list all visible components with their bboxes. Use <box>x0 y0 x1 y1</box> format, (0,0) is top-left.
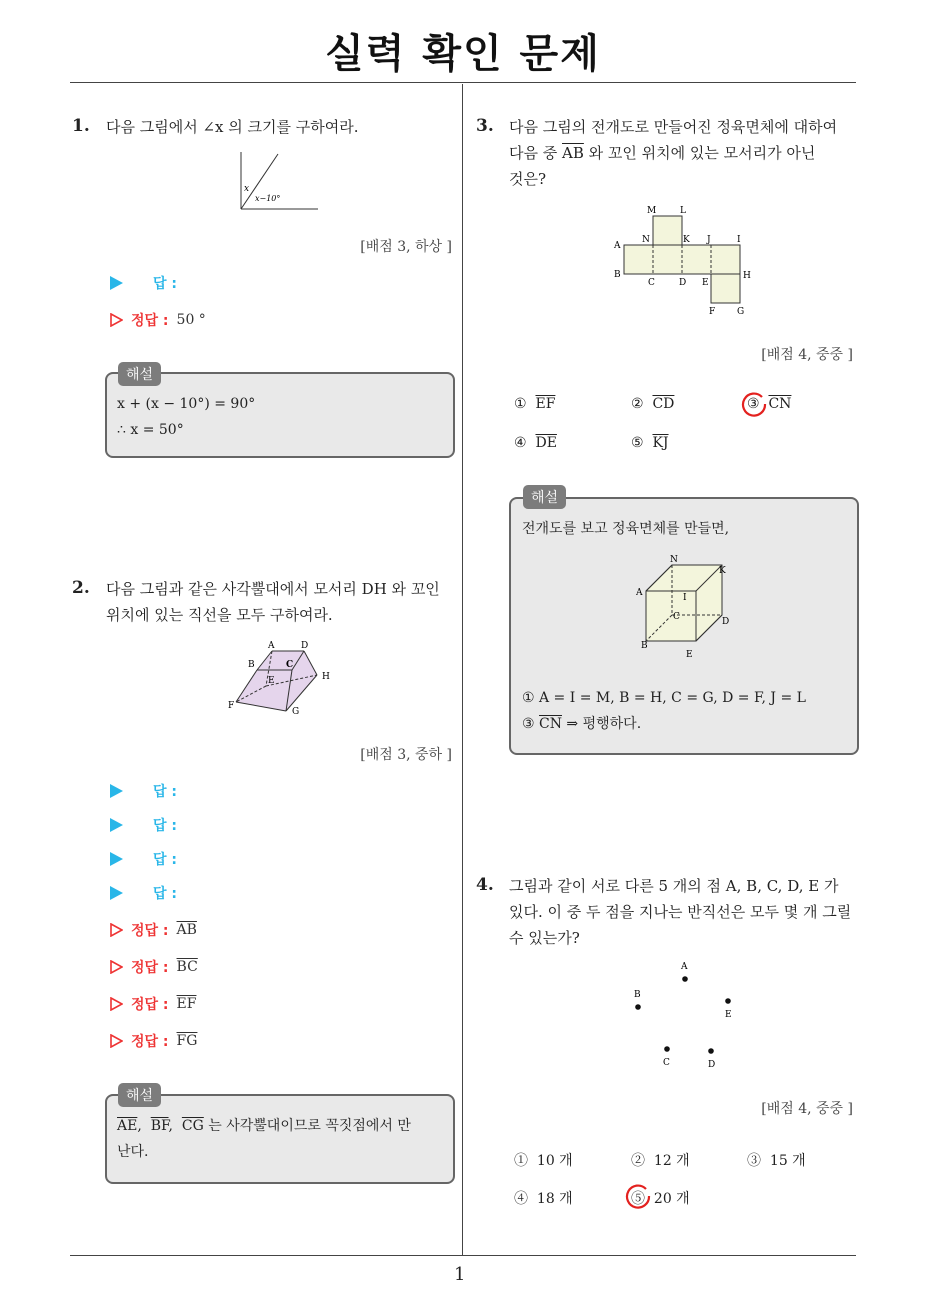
angle-expr-label: x−10° <box>255 194 281 203</box>
choice-value: $\overline{EF}$ <box>535 396 556 412</box>
bottom-rule <box>70 1255 856 1256</box>
net-label: E <box>702 278 709 288</box>
point-label: E <box>725 1010 732 1020</box>
correct-arrow-icon <box>110 997 123 1011</box>
cube-label: E <box>686 650 693 660</box>
choice-mark: ② <box>631 1153 645 1169</box>
segment-cn: $\overline{CN}$ <box>539 716 562 732</box>
correct-label: 정답 : <box>131 960 169 976</box>
q4-choice-4[interactable] <box>514 1188 573 1208</box>
answer-arrow-icon <box>110 784 123 798</box>
q2-explanation-box <box>105 1094 455 1184</box>
q1-explanation-line: ∴ x = 50° <box>117 422 184 438</box>
q4-text-line: 있다. 이 중 두 점을 지나는 반직선은 모두 몇 개 그릴 <box>509 903 852 921</box>
q2-text-line: 다음 그림과 같은 사각뿔대에서 모서리 DH 와 꼬인 <box>106 580 440 598</box>
segment-ab: $\overline{AB}$ <box>562 144 584 162</box>
choice-mark: ⑤ <box>631 1191 645 1207</box>
choice-value: 18 개 <box>536 1191 573 1207</box>
cube-label: K <box>719 566 726 576</box>
choice-mark: ④ <box>514 435 527 451</box>
answer-arrow-icon <box>110 852 123 866</box>
text-segment: 다음 중 <box>509 144 563 162</box>
choice-value: $\overline{CN}$ <box>768 396 792 412</box>
correct-label: 정답 : <box>131 1034 169 1050</box>
correct-label: 정답 : <box>131 923 169 939</box>
q3-text-line: 다음 그림의 전개도로 만들어진 정육면체에 대하여 <box>509 118 838 136</box>
q1-explanation-line: x + (x − 10°) = 90° <box>117 396 256 412</box>
vertex-label: A <box>268 641 275 651</box>
page-number: 1 <box>454 1264 466 1285</box>
vertex-label: F <box>228 701 235 711</box>
choice-mark: ② <box>631 396 644 412</box>
net-label: L <box>680 206 686 216</box>
q3-cube-net-figure <box>610 202 762 318</box>
net-label: M <box>647 206 657 216</box>
q4-number: 4. <box>476 875 494 895</box>
point-label: D <box>708 1060 716 1070</box>
q1-number: 1. <box>72 116 90 136</box>
top-rule <box>70 82 856 83</box>
q2-score: [배점 3, 중하 ] <box>360 747 452 763</box>
point-label: A <box>681 962 688 972</box>
choice-mark: ④ <box>514 1191 528 1207</box>
cube-label: A <box>636 588 643 598</box>
explanation-text: 는 사각뿔대이므로 꼭짓점에서 만 <box>203 1118 411 1134</box>
correct-value: $\overline{EF}$ <box>176 996 197 1012</box>
point-b <box>635 1004 641 1010</box>
vertex-label: H <box>322 672 330 682</box>
cube-label: B <box>641 641 648 651</box>
q2-answer-row <box>110 815 177 835</box>
q3-score: [배점 4, 중중 ] <box>761 347 853 363</box>
point-a <box>682 976 688 982</box>
vertex-label: B <box>248 660 255 670</box>
q1-correct-row <box>110 310 206 330</box>
q3-number: 3. <box>476 116 494 136</box>
segment-bf: $\overline{BF}$ <box>150 1118 169 1134</box>
q2-answer-row <box>110 849 177 869</box>
page-title: 실력 확인 문제 <box>325 31 601 77</box>
q1-text: 다음 그림에서 ∠x 의 크기를 구하여라. <box>106 118 359 136</box>
segment-ae: $\overline{AE}$ <box>117 1118 138 1134</box>
net-label: A <box>614 241 621 251</box>
vertex-label: C <box>286 660 294 670</box>
correct-arrow-icon <box>110 1034 123 1048</box>
correct-label: 정답 : <box>131 997 169 1013</box>
q3-choice-4[interactable] <box>514 435 557 451</box>
net-label: C <box>648 278 655 288</box>
segment-cg: $\overline{CG}$ <box>181 1118 204 1134</box>
correct-value: $\overline{FG}$ <box>176 1033 198 1049</box>
q1-explanation-tag: 해설 <box>118 362 161 386</box>
selected-circle-icon <box>740 391 768 419</box>
correct-label: 정답 : <box>131 313 169 329</box>
point-e <box>725 998 731 1004</box>
point-label: B <box>634 990 641 1000</box>
choice-value: 12 개 <box>653 1153 690 1169</box>
vertex-label: D <box>301 641 309 651</box>
q2-explanation-tag: 해설 <box>118 1083 161 1107</box>
answer-label: 답 : <box>153 784 177 800</box>
correct-value: 50 ° <box>176 312 206 328</box>
q2-correct-row <box>110 994 196 1014</box>
q2-correct-row <box>110 957 198 977</box>
q4-choice-3[interactable] <box>747 1150 806 1170</box>
q1-answer-row <box>110 273 177 293</box>
q2-correct-row <box>110 920 197 940</box>
q2-explanation-line <box>117 1113 411 1139</box>
q2-answer-row <box>110 883 177 903</box>
q4-choice-2[interactable] <box>631 1150 690 1170</box>
q2-correct-row <box>110 1031 197 1051</box>
q2-text-line: 위치에 있는 직선을 모두 구하여라. <box>106 606 333 624</box>
q3-text-line <box>509 140 815 166</box>
point-label: C <box>663 1058 670 1068</box>
choice-mark: ③ <box>747 1153 761 1169</box>
q2-frustum-figure <box>226 636 336 718</box>
q3-text-line: 것은? <box>509 170 547 188</box>
correct-value: $\overline{AB}$ <box>176 922 197 938</box>
vertex-label: E <box>268 676 275 686</box>
net-label: N <box>642 235 650 245</box>
correct-arrow-icon <box>110 923 123 937</box>
point-d <box>708 1048 714 1054</box>
q2-explanation-line: 난다. <box>117 1144 149 1160</box>
choice-value: $\overline{CD}$ <box>652 396 675 412</box>
choice-mark: ① <box>514 396 527 412</box>
answer-arrow-icon <box>110 886 123 900</box>
choice-value: 15 개 <box>769 1153 806 1169</box>
cube-label: N <box>670 555 678 565</box>
q3-choice-5[interactable] <box>631 435 669 451</box>
q4-choice-1[interactable] <box>514 1150 573 1170</box>
choice-value: $\overline{DE}$ <box>535 435 557 451</box>
answer-label: 답 : <box>153 818 177 834</box>
q2-number: 2. <box>72 578 90 598</box>
q3-choice-1[interactable] <box>514 396 555 412</box>
net-label: F <box>709 307 716 317</box>
angle-x-label: x <box>244 184 250 194</box>
q3-explanation-line: ① A = I = M, B = H, C = G, D = F, J = L <box>522 690 806 706</box>
answer-label: 답 : <box>153 276 177 292</box>
column-divider <box>462 84 463 1256</box>
separator: , <box>168 1118 182 1134</box>
answer-label: 답 : <box>153 852 177 868</box>
net-label: K <box>683 235 690 245</box>
choice-mark: ③ <box>522 716 535 732</box>
q1-angle-figure <box>236 150 322 214</box>
choice-mark: ⑤ <box>631 435 644 451</box>
q4-score: [배점 4, 중중 ] <box>761 1101 853 1117</box>
net-label: I <box>737 235 741 245</box>
q3-cube-figure <box>636 553 740 661</box>
q2-answer-row <box>110 781 177 801</box>
answer-arrow-icon <box>110 818 123 832</box>
q3-explanation-line <box>522 711 641 737</box>
q4-text-line: 수 있는가? <box>509 929 580 947</box>
cube-label: C <box>673 612 680 622</box>
answer-arrow-icon <box>110 276 123 290</box>
net-label: G <box>737 307 745 317</box>
separator: , <box>137 1118 151 1134</box>
choice-value: $\overline{KJ}$ <box>652 435 669 451</box>
point-c <box>664 1046 670 1052</box>
cube-label: I <box>683 593 687 603</box>
q4-points-figure <box>628 958 740 1072</box>
choice-value: 20 개 <box>653 1191 690 1207</box>
q3-explanation-tag: 해설 <box>523 485 566 509</box>
q1-score: [배점 3, 하상 ] <box>360 239 452 255</box>
net-label: H <box>743 271 751 281</box>
text-segment: 와 꼬인 위치에 있는 모서리가 아닌 <box>583 144 816 162</box>
q3-explanation-line: 전개도를 보고 정육면체를 만들면, <box>522 521 730 537</box>
choice-mark: ③ <box>747 396 760 412</box>
answer-label: 답 : <box>153 886 177 902</box>
explanation-text: ⇒ 평행하다. <box>561 716 642 732</box>
cube-label: D <box>722 617 730 627</box>
correct-value: $\overline{BC}$ <box>176 959 198 975</box>
net-label: B <box>614 270 621 280</box>
selected-circle-icon <box>624 1183 652 1211</box>
q4-text-line: 그림과 같이 서로 다른 5 개의 점 A, B, C, D, E 가 <box>509 877 839 895</box>
choice-value: 10 개 <box>536 1153 573 1169</box>
choice-mark: ① <box>514 1153 528 1169</box>
net-label: D <box>679 278 687 288</box>
q3-choice-2[interactable] <box>631 396 674 412</box>
net-label: J <box>707 235 711 245</box>
vertex-label: G <box>292 707 300 717</box>
correct-arrow-icon <box>110 960 123 974</box>
correct-arrow-icon <box>110 313 123 327</box>
